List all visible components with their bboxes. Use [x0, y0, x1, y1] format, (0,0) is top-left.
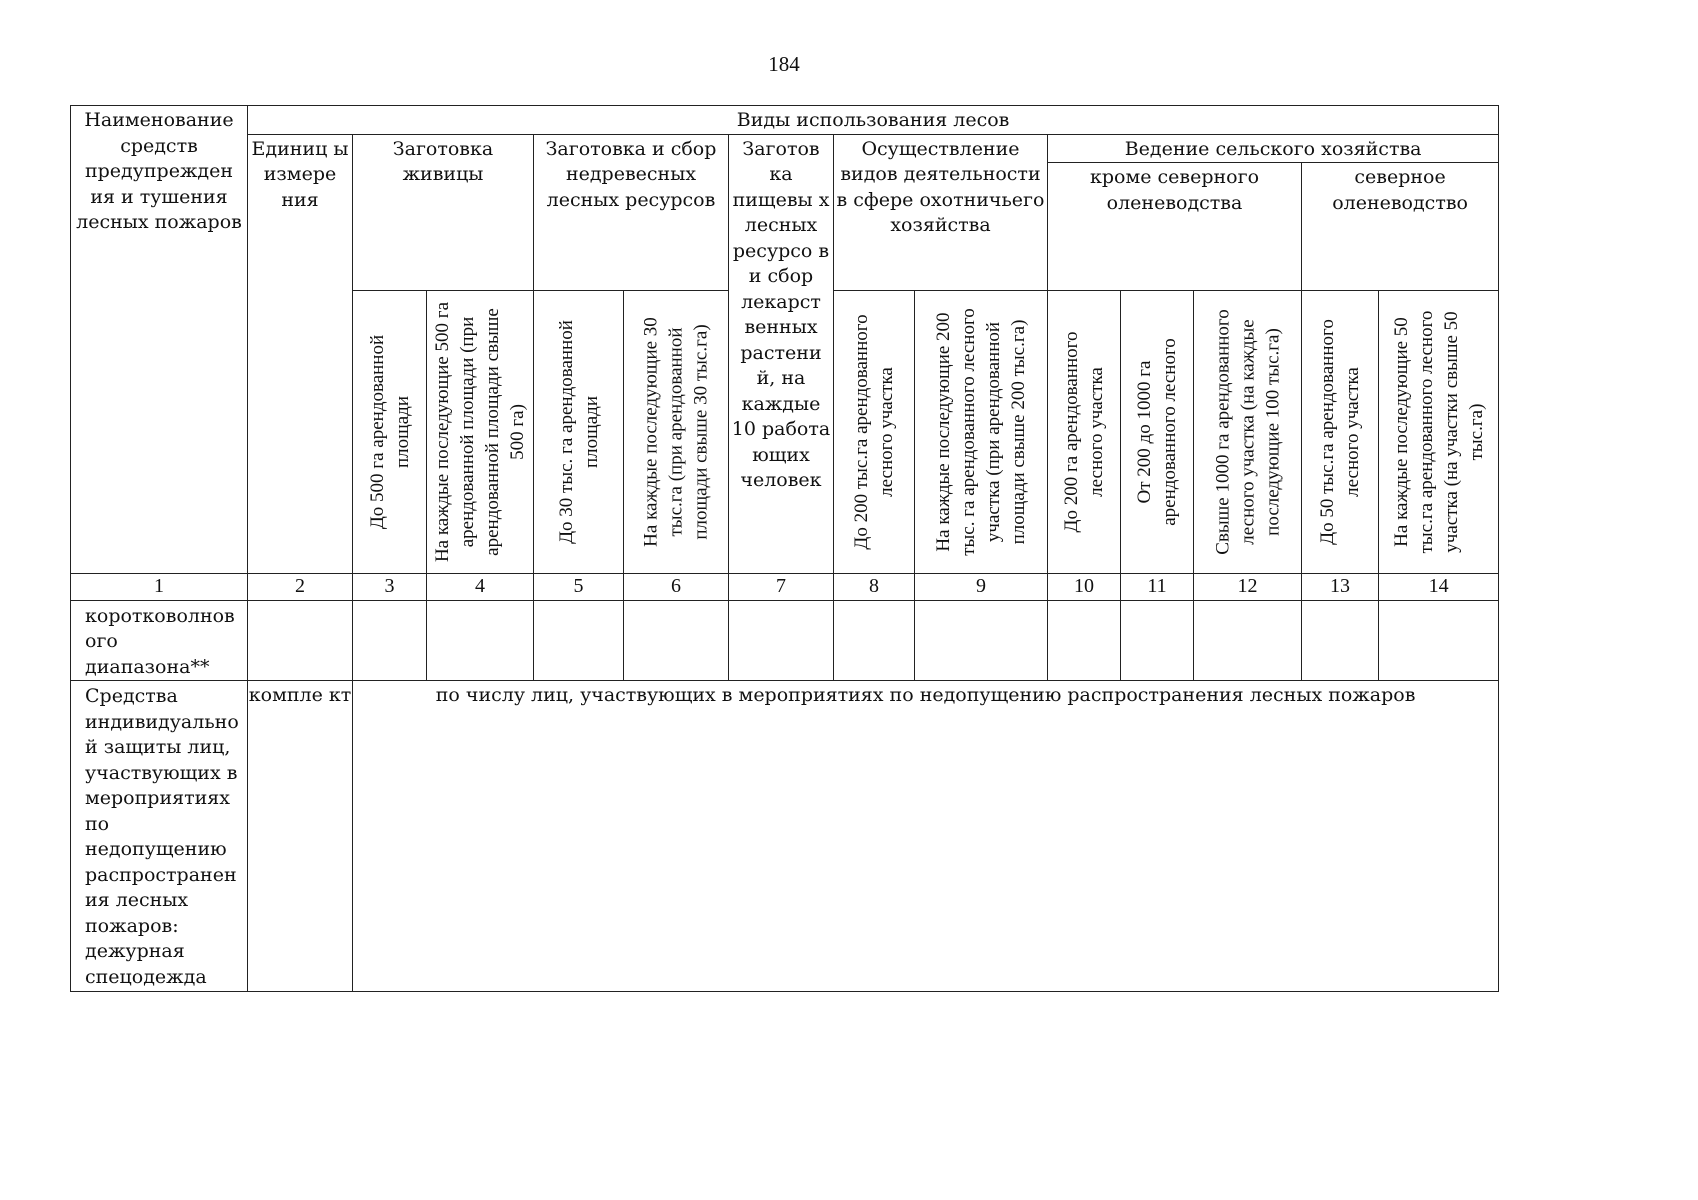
header-non-northern-reindeer: кроме северного оленеводства [1048, 163, 1302, 291]
column-number: 8 [834, 574, 915, 601]
header-hunting: Осуществление видов деятельности в сфере охотничьего хозяйства [834, 134, 1048, 291]
column-number: 4 [427, 574, 534, 601]
header-resin-harvesting: Заготовка живицы [353, 134, 534, 291]
table-cell-empty [353, 600, 427, 681]
table-cell-empty [1379, 600, 1499, 681]
page-number: 184 [768, 52, 800, 76]
row-unit: компле кт [248, 681, 353, 992]
subheader-col9: На каждые последующие 200 тыс. га арендованного лесного участка (при арендованной площади свыше 200 тыс.га) [915, 291, 1048, 574]
table-cell-empty [624, 600, 729, 681]
row-means-name: Средства индивидуально й защиты лиц, участвующих в мероприятиях по недопущению распространен ия лесных пожаров: дежурная спецодежда [71, 681, 248, 992]
subheader-col14: На каждые последующие 50 тыс.га арендованного лесного участка (на участки свыше 50 тыс.га) [1379, 291, 1499, 574]
table-cell-empty [1121, 600, 1194, 681]
subheader-col4: На каждые последующие 500 га арендованной площади (при арендованной площади свыше 500 га) [427, 291, 534, 574]
row-spanning-note: по числу лиц, участвующих в мероприятиях по недопущению распространения лесных пожаров [353, 681, 1499, 992]
column-number: 2 [248, 574, 353, 601]
table-row [71, 681, 1499, 992]
header-units: Единиц ы измере ния [248, 134, 353, 574]
header-means-name: Наименование средств предупрежден ия и тушения лесных пожаров [71, 106, 248, 574]
column-number: 3 [353, 574, 427, 601]
column-number: 14 [1379, 574, 1499, 601]
column-number: 7 [729, 574, 834, 601]
subheader-col11: От 200 до 1000 га арендованного лесного [1121, 291, 1194, 574]
subheader-col3: До 500 га арендованной площади [353, 291, 427, 574]
table-cell-empty [834, 600, 915, 681]
column-number: 6 [624, 574, 729, 601]
column-number: 9 [915, 574, 1048, 601]
row-means-name: коротковолнов ого диапазона** [71, 600, 248, 681]
table-cell-empty [1194, 600, 1302, 681]
table-cell-empty [1048, 600, 1121, 681]
table-cell-empty [427, 600, 534, 681]
table-cell-empty [729, 600, 834, 681]
subheader-col5: До 30 тыс. га арендованной площади [534, 291, 624, 574]
table-row [71, 600, 1499, 681]
column-number: 1 [71, 574, 248, 601]
subheader-col12: Свыше 1000 га арендованного лесного участка (на каждые последующие 100 тыс.га) [1194, 291, 1302, 574]
table-cell-empty [1302, 600, 1379, 681]
column-number: 11 [1121, 574, 1194, 601]
column-number: 5 [534, 574, 624, 601]
forest-fire-means-table [70, 105, 1498, 987]
subheader-col6: На каждые последующие 30 тыс.га (при арендованной площади свыше 30 тыс.га) [624, 291, 729, 574]
table-cell-empty [534, 600, 624, 681]
header-northern-reindeer: северное оленеводство [1302, 163, 1499, 291]
column-number: 12 [1194, 574, 1302, 601]
header-agriculture: Ведение сельского хозяйства [1048, 134, 1499, 163]
header-non-timber-resources: Заготовка и сбор недревесных лесных ресурсов [534, 134, 729, 291]
subheader-col13: До 50 тыс.га арендованного лесного участка [1302, 291, 1379, 574]
header-forest-use-types: Виды использования лесов [248, 106, 1499, 135]
subheader-col8: До 200 тыс.га арендованного лесного участка [834, 291, 915, 574]
column-number: 10 [1048, 574, 1121, 601]
subheader-col10: До 200 га арендованного лесного участка [1048, 291, 1121, 574]
column-number: 13 [1302, 574, 1379, 601]
table-cell-empty [915, 600, 1048, 681]
table-cell-empty [248, 600, 353, 681]
header-food-resources: Заготов ка пищевы х лесных ресурсо в и сбор лекарст венных растени й, на каждые 10 работа ющих человек [729, 134, 834, 574]
